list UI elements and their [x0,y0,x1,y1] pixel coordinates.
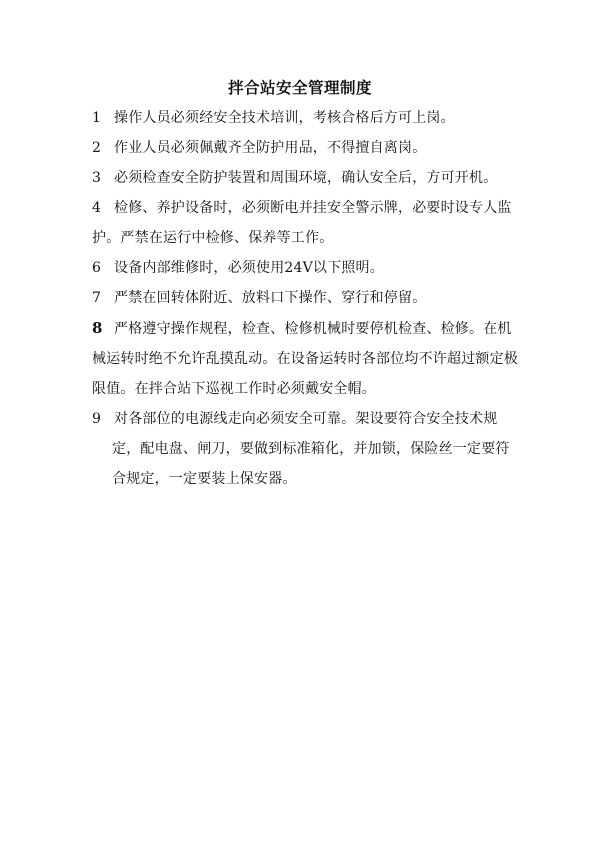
rule-text: 限值。在拌合站下巡视工作时必须戴安全帽。 [92,381,376,397]
rule-text: 严禁在回转体附近、放料口下操作、穿行和停留。 [114,290,427,306]
rule-number: 7 [92,290,101,306]
rule-text: 定，配电盘、闸刀，要做到标准箱化，并加锁，保险丝一定要符 [112,441,510,457]
rule-text: 操作人员必须经安全技术培训，考核合格后方可上岗。 [114,110,455,126]
rule-item [92,163,522,193]
rule-item [92,103,522,133]
rule-text: 严格遵守操作规程，检查、检修机械时要停机检查、检修。在机 [114,321,512,337]
rule-item [92,404,522,494]
rule-text: 对各部位的电源线走向必须安全可靠。架设要符合安全技术规 [114,411,498,427]
rule-item [92,193,522,253]
rule-number: 3 [92,170,101,186]
rule-text: 检修、养护设备时，必须断电并挂安全警示牌，必要时设专人监 [114,200,512,216]
rule-text: 作业人员必须佩戴齐全防护用品，不得擅自离岗。 [114,140,427,156]
rule-item [92,313,522,404]
rule-text: 械运转时绝不允许乱摸乱动。在设备运转时各部位均不许超过额定极 [92,351,518,367]
document-title: 拌合站安全管理制度 [227,78,372,97]
rule-item [92,133,522,163]
rule-number: 6 [92,260,101,276]
rule-text: 设备内部维修时，必须使用24V以下照明。 [114,260,384,276]
rule-text: 必须检查安全防护装置和周围环境，确认安全后，方可开机。 [114,170,498,186]
rule-item [92,283,522,313]
rule-number: 4 [92,200,101,216]
rule-number: 2 [92,140,101,156]
rule-item [92,253,522,283]
rule-text: 护。严禁在运行中检修、保养等工作。 [92,230,334,246]
rule-number: 1 [92,110,101,126]
rules-list [92,103,522,494]
rule-text: 合规定，一定要装上保安器。 [112,471,297,487]
rule-number: 9 [92,411,101,427]
rule-number: 8 [92,319,103,337]
